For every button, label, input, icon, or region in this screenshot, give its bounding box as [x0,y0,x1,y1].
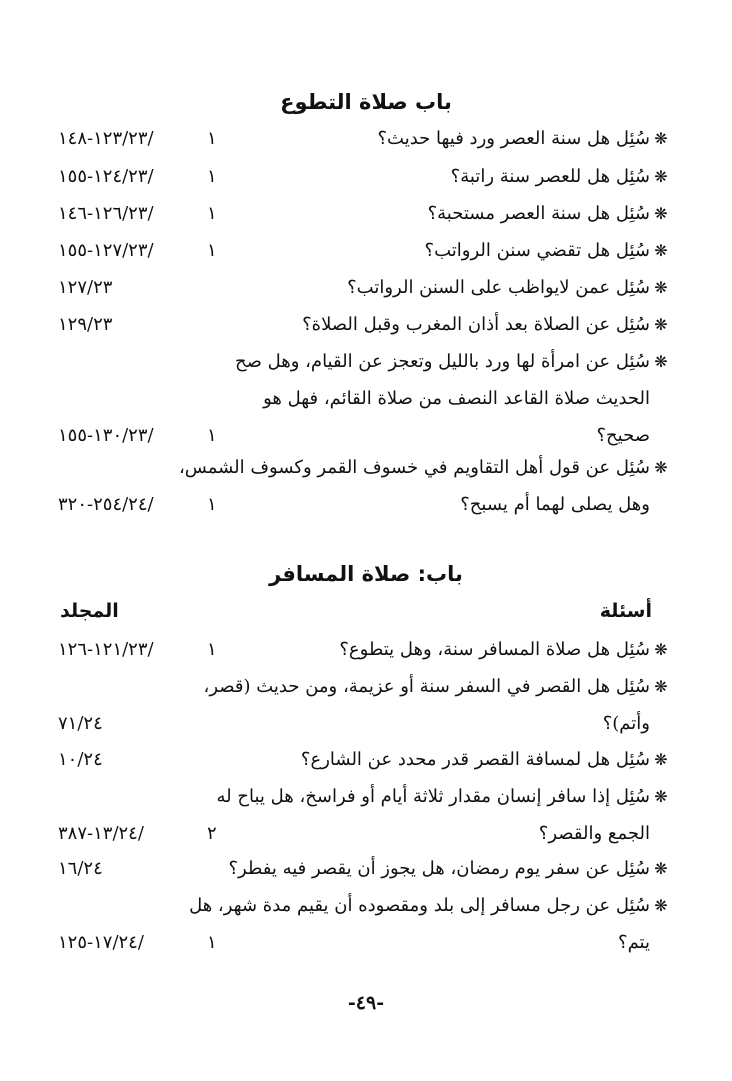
reference-2-3: ١٠/٢٤ [58,749,103,770]
question-1-7-line2: الحديث صلاة القاعد النصف من صلاة القائم، فهل هو [263,388,650,409]
section-title-voluntary-prayer: باب صلاة التطوع [280,90,452,114]
bullet-icon: ❋ [654,640,668,659]
bullet-icon: ❋ [654,458,668,477]
bullet-icon: ❋ [654,859,668,878]
question-2-6: ❋سُئِل عن رجل مسافر إلى بلد ومقصوده أن يقيم مدة شهر، هل [189,894,672,918]
volume-1-3: ١ [207,203,217,224]
volume-1-2: ١ [207,166,217,187]
reference-1-4: ١٢٧/٢٣-١٥٥/ [58,240,154,261]
reference-1-8: ٢٥٤/٢٤-٣٢٠/ [58,494,154,515]
volume-2-4: ٢ [207,823,217,844]
reference-2-5: ١٦/٢٤ [58,858,103,879]
question-2-5: ❋سُئِل عن سفر يوم رمضان، هل يجوز أن يقصر فيه يفطر؟ [228,857,672,881]
volume-1-7: ١ [207,425,217,446]
question-2-2: ❋سُئِل هل القصر في السفر سنة أو عزيمة، ومن حديث (قصر، [204,675,672,699]
question-1-7: ❋سُئِل عن امرأة لها ورد بالليل وتعجز عن القيام، وهل صح [235,350,672,374]
question-1-8-line2: وهل يصلى لهما أم يسبح؟ [460,494,650,515]
question-2-2-line2: وأتم)؟ [602,713,650,734]
question-2-4: ❋سُئِل إذا سافر إنسان مقدار ثلاثة أيام أو فراسخ، هل يباح له [217,785,672,809]
volume-1-1: ١ [207,128,217,149]
bullet-icon: ❋ [654,896,668,915]
question-2-3: ❋سُئِل هل لمسافة القصر قدر محدد عن الشارع؟ [301,748,672,772]
reference-1-6: ١٢٩/٢٣ [58,314,113,335]
reference-1-5: ١٢٧/٢٣ [58,277,113,298]
volume-2-6: ١ [207,932,217,953]
reference-2-4: ١٣/٢٤-٣٨٧/ [58,823,144,844]
column-header-volume: المجلد [60,600,119,622]
bullet-icon: ❋ [654,787,668,806]
column-header-questions: أسئلة [599,600,652,622]
question-1-4: ❋سُئِل هل تقضي سنن الرواتب؟ [425,239,672,263]
bullet-icon: ❋ [654,677,668,696]
section-title-traveler-prayer: باب: صلاة المسافر [269,562,463,586]
question-1-6: ❋سُئِل عن الصلاة بعد أذان المغرب وقبل الصلاة؟ [302,313,672,337]
bullet-icon: ❋ [654,352,668,371]
reference-1-2: ١٢٤/٢٣-١٥٥/ [58,166,154,187]
volume-1-4: ١ [207,240,217,261]
page-number: -٤٩- [347,992,385,1014]
bullet-icon: ❋ [654,278,668,297]
reference-1-1: ١٢٣/٢٣-١٤٨/ [58,128,154,149]
bullet-icon: ❋ [654,167,668,186]
question-2-1: ❋سُئِل هل صلاة المسافر سنة، وهل يتطوع؟ [339,638,672,662]
question-1-3: ❋سُئِل هل سنة العصر مستحبة؟ [428,202,672,226]
reference-2-2: ٧١/٢٤ [58,713,103,734]
bullet-icon: ❋ [654,241,668,260]
reference-1-7: ١٣٠/٢٣-١٥٥/ [58,425,154,446]
question-2-6-line2: يتم؟ [618,932,650,953]
bullet-icon: ❋ [654,129,668,148]
question-1-2: ❋سُئِل هل للعصر سنة راتبة؟ [451,165,672,189]
question-1-8: ❋سُئِل عن قول أهل التقاويم في خسوف القمر وكسوف الشمس، [179,456,672,480]
volume-2-1: ١ [207,639,217,660]
question-1-5: ❋سُئِل عمن لايواظب على السنن الرواتب؟ [347,276,672,300]
reference-2-6: ١٧/٢٤-١٢٥/ [58,932,144,953]
bullet-icon: ❋ [654,750,668,769]
bullet-icon: ❋ [654,204,668,223]
bullet-icon: ❋ [654,315,668,334]
question-2-4-line2: الجمع والقصر؟ [538,823,650,844]
question-1-1: ❋سُئِل هل سنة العصر ورد فيها حديث؟ [377,127,672,151]
reference-1-3: ١٢٦/٢٣-١٤٦/ [58,203,154,224]
volume-1-8: ١ [207,494,217,515]
reference-2-1: ١٢١/٢٣-١٢٦/ [58,639,154,660]
question-1-7-line3: صحيح؟ [596,425,650,446]
